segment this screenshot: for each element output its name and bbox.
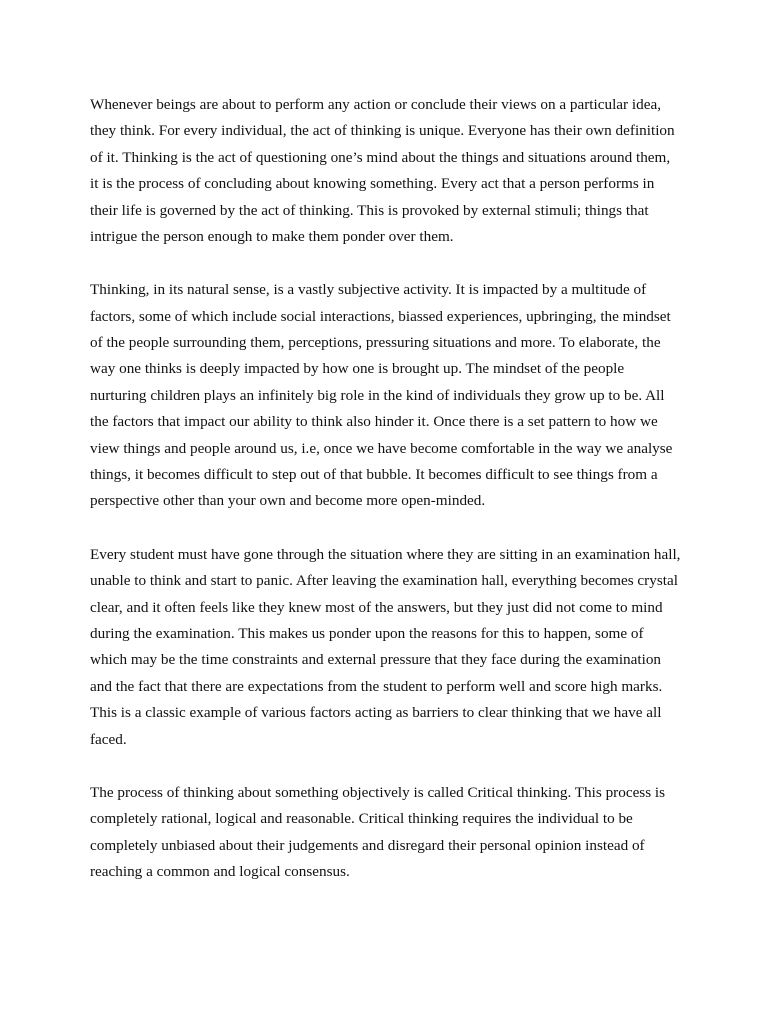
text-line: Thinking, in its natural sense, is a vastly subjective activity. It is impacted by a multitude of	[90, 281, 647, 299]
text-line: unable to think and start to panic. After leaving the examination hall, everything becomes crystal	[90, 572, 678, 590]
text-line: during the examination. This makes us ponder upon the reasons for this to happen, some of	[90, 624, 644, 642]
text-line: of the people surrounding them, perceptions, pressuring situations and more. To elaborate, the	[90, 334, 661, 352]
paragraph-4	[90, 780, 672, 886]
document-page	[90, 92, 681, 912]
text-line: This is a classic example of various factors acting as barriers to clear thinking that we have all	[90, 704, 662, 722]
paragraph-3	[90, 542, 681, 753]
text-line: of it. Thinking is the act of questioning one’s mind about the things and situations around them,	[90, 148, 671, 166]
text-line: nurturing children plays an infinitely big role in the kind of individuals they grow up to be. All	[90, 386, 665, 404]
text-line: the factors that impact our ability to think also hinder it. Once there is a set pattern to how we	[90, 413, 658, 431]
text-line: way one thinks is deeply impacted by how one is brought up. The mindset of the people	[90, 360, 625, 378]
text-line: clear, and it often feels like they knew most of the answers, but they just did not come to mind	[90, 598, 663, 616]
text-line: Every student must have gone through the situation where they are sitting in an examination hall,	[90, 545, 681, 563]
text-line: faced.	[90, 730, 127, 748]
paragraph-2	[90, 277, 672, 515]
text-line: view things and people around us, i.e, once we have become comfortable in the way we analyse	[90, 439, 673, 457]
text-line: Whenever beings are about to perform any action or conclude their views on a particular idea,	[90, 96, 661, 113]
paragraph-1	[90, 92, 675, 250]
text-line: The process of thinking about something objectively is called Critical thinking. This process is	[90, 783, 666, 801]
text-line: completely rational, logical and reasonable. Critical thinking requires the individual to be	[90, 810, 633, 828]
text-line: and the fact that there are expectations from the student to perform well and score high marks.	[90, 677, 663, 695]
text-line: perspective other than your own and become more open-minded.	[90, 492, 486, 510]
text-line: they think. For every individual, the act of thinking is unique. Everyone has their own definition	[90, 122, 675, 140]
text-line: intrigue the person enough to make them ponder over them.	[90, 228, 454, 246]
text-line: which may be the time constraints and external pressure that they face during the examination	[90, 651, 662, 669]
text-line: factors, some of which include social interactions, biassed experiences, upbringing, the mindset	[90, 307, 671, 325]
text-line: their life is governed by the act of thinking. This is provoked by external stimuli; things that	[90, 201, 649, 219]
text-line: completely unbiased about their judgements and disregard their personal opinion instead of	[90, 836, 645, 854]
text-line: things, it becomes difficult to step out of that bubble. It becomes difficult to see things from a	[90, 466, 658, 484]
text-line: it is the process of concluding about knowing something. Every act that a person performs in	[90, 175, 655, 193]
text-line: reaching a common and logical consensus.	[90, 862, 350, 880]
